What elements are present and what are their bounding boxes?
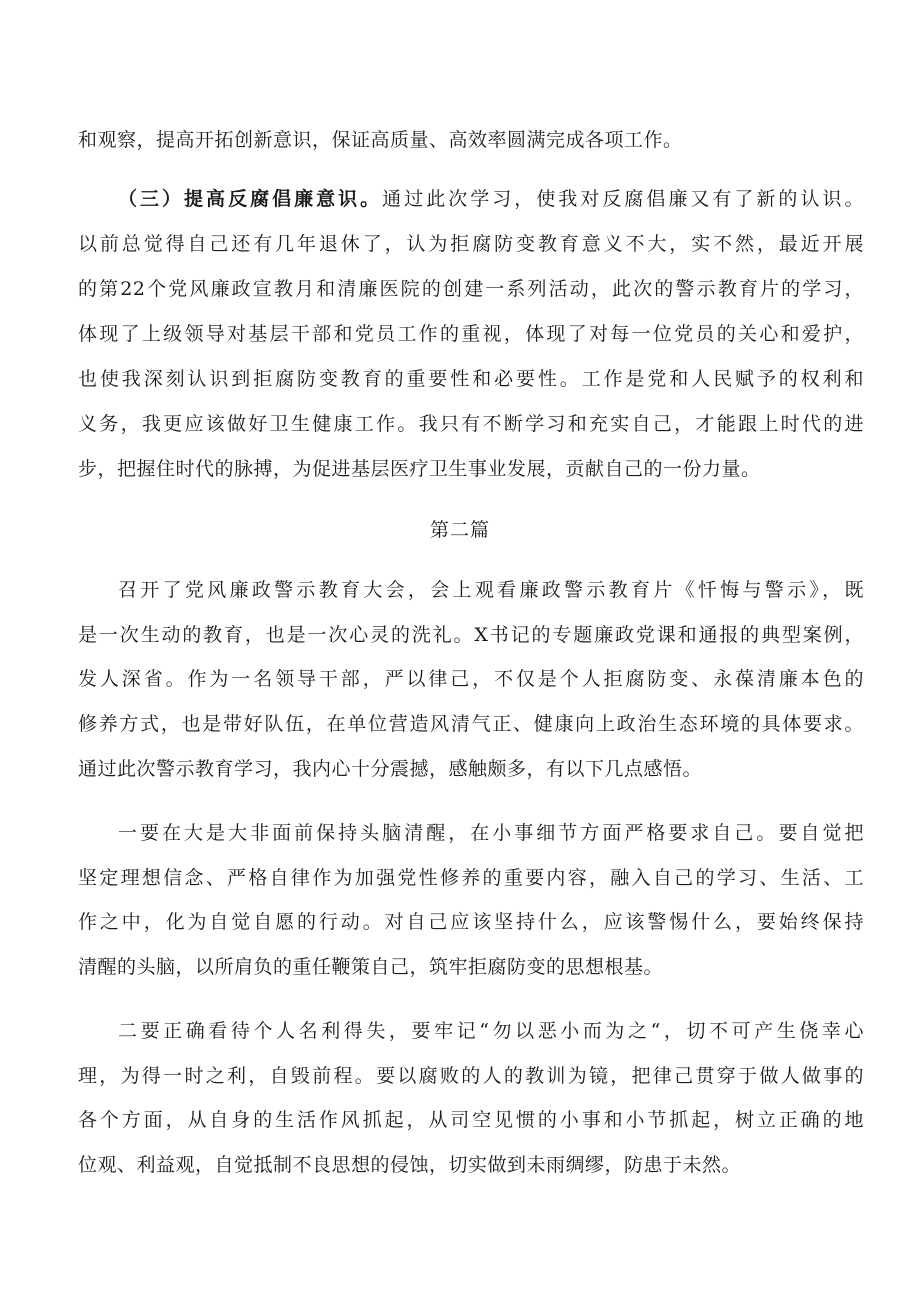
paragraph-line: 步，把握住时代的脉搏，为促进基层医疗卫生事业发展，贡献自己的一份力量。 <box>78 458 761 480</box>
paragraph-line: 义务，我更应该做好卫生健康工作。我只有不断学习和充实自己，才能跟上时代的进 <box>78 413 864 435</box>
paragraph-line: 是一次生动的教育，也是一次心灵的洗礼。X书记的专题廉政党课和通报的典型案例， <box>78 624 864 646</box>
paragraph-line: 体现了上级领导对基层干部和党员工作的重视，体现了对每一位党员的关心和爱护， <box>78 323 864 345</box>
paragraph-text: 通过此次学习，使我对反腐倡廉又有了新的认识。 <box>382 188 864 210</box>
paragraph-line: 理，为得一时之利，自毁前程。要以腐败的人的教训为镜，把律己贯穿于做人做事的 <box>78 1065 864 1087</box>
paragraph-line: 位观、利益观，自觉抵制不良思想的侵蚀，切实做到未雨绸缪，防患于未然。 <box>78 1154 742 1176</box>
paragraph-line: 二要正确看待个人名利得失，要牢记“勿以恶小而为之“，切不可产生侥幸心 <box>118 1020 864 1042</box>
paragraph-first-line <box>118 187 864 211</box>
paragraph-line: 修养方式，也是带好队伍，在单位营造风清气正、健康向上政治生态环境的具体要求。 <box>78 713 864 735</box>
section-lead: （三）提高反腐倡廉意识。 <box>118 188 383 210</box>
paragraph-line: 召开了党风廉政警示教育大会，会上观看廉政警示教育片《忏悔与警示》，既 <box>118 579 864 601</box>
paragraph-line: 作之中，化为自觉自愿的行动。对自己应该坚持什么，应该警惕什么，要始终保持 <box>78 911 864 933</box>
paragraph-line: 的第22个党风廉政宣教月和清廉医院的创建一系列活动，此次的警示教育片的学习， <box>78 278 864 300</box>
section-heading: 第二篇 <box>429 519 490 541</box>
paragraph-line: 也使我深刻认识到拒腐防变教育的重要性和必要性。工作是党和人民赋予的权利和 <box>78 368 864 390</box>
paragraph-line: 发人深省。作为一名领导干部，严以律己，不仅是个人拒腐防变、永葆清廉本色的 <box>78 668 864 690</box>
paragraph-line: 各个方面，从自身的生活作风抓起，从司空见惯的小事和小节抓起，树立正确的地 <box>78 1109 864 1131</box>
paragraph-line: 和观察，提高开拓创新意识，保证高质量、高效率圆满完成各项工作。 <box>78 129 683 151</box>
paragraph-line: 坚定理想信念、严格自律作为加强党性修养的重要内容，融入自己的学习、生活、工 <box>78 867 864 889</box>
paragraph-line: 以前总觉得自己还有几年退休了，认为拒腐防变教育意义不大，实不然，最近开展 <box>78 233 864 255</box>
paragraph-line: 清醒的头脑，以所肩负的重任鞭策自己，筑牢拒腐防变的思想根基。 <box>78 956 664 978</box>
paragraph-line: 一要在大是大非面前保持头脑清醒，在小事细节方面严格要求自己。要自觉把 <box>118 822 864 844</box>
paragraph-line: 通过此次警示教育学习，我内心十分震撼，感触颇多，有以下几点感悟。 <box>78 758 703 780</box>
